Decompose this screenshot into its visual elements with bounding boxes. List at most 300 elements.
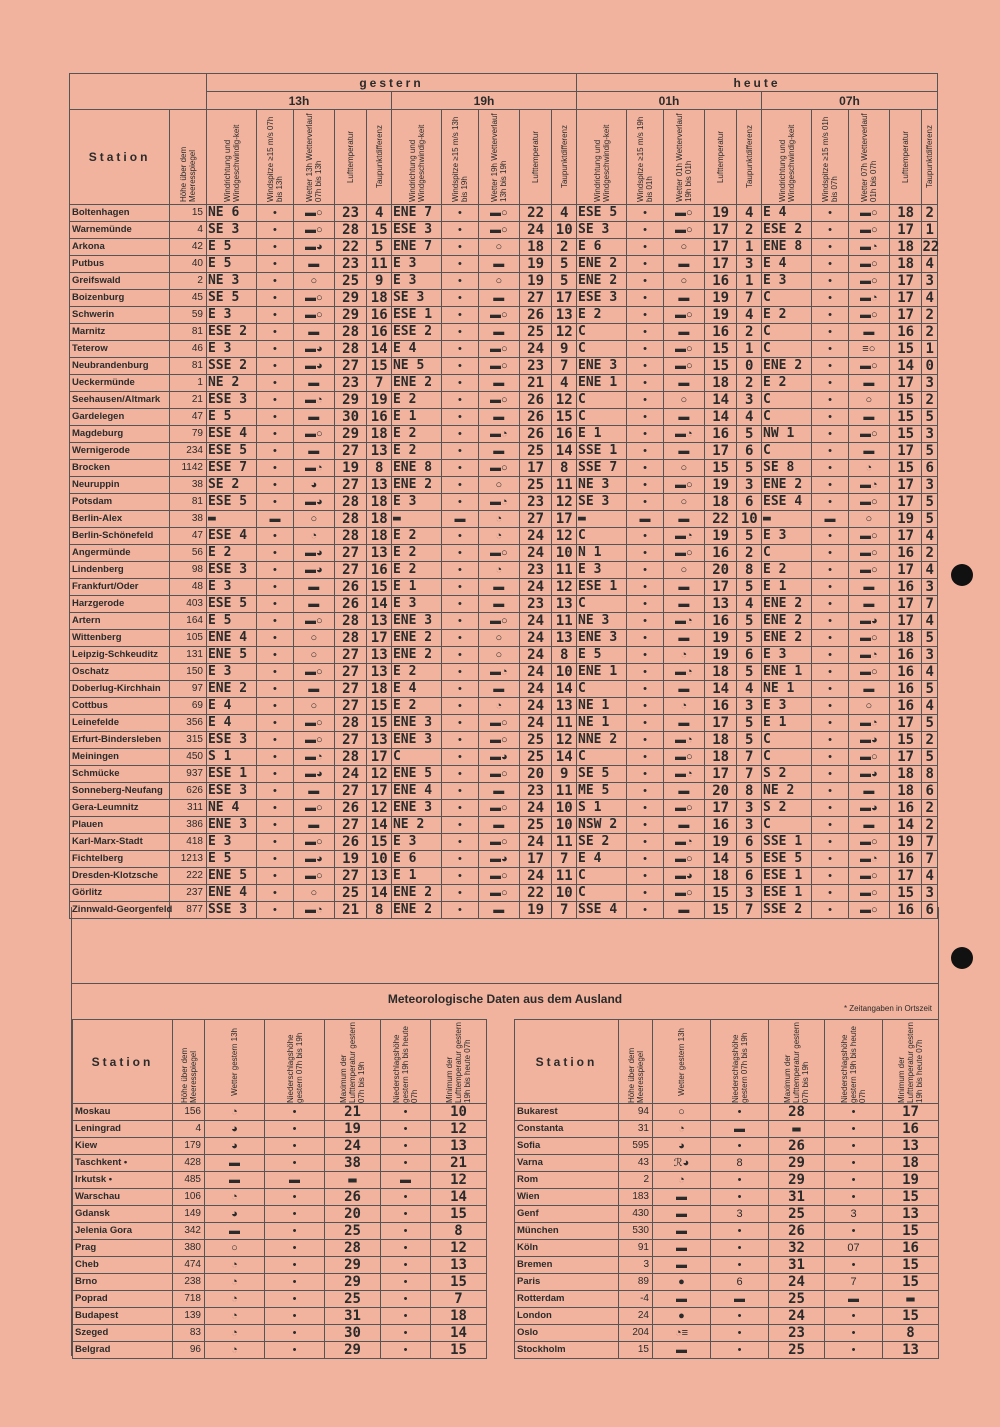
wind-07h: NE 2	[762, 783, 812, 800]
dewdiff-07h: 3	[922, 375, 938, 392]
temp-07h: 17	[889, 290, 922, 307]
dewdiff-19h: 12	[552, 494, 577, 511]
weather-07h: ▬◕	[848, 800, 889, 817]
height: 15	[619, 1342, 653, 1359]
weather-header-07: Wetter 07h Wetterverlauf 01h bis 07h	[859, 113, 878, 202]
wind-13h: ENE 5	[206, 647, 256, 664]
height: 81	[170, 324, 207, 341]
temp-07h: 17	[889, 375, 922, 392]
temp-header-13: Lufttemperatur	[346, 130, 356, 184]
weather-13h: ◔≡	[653, 1325, 711, 1342]
foreign-height-header-left: Höhe über dem Meeresspiegel	[179, 1047, 198, 1103]
dewdiff-13h: 13	[367, 477, 392, 494]
dewdiff-13h: 14	[367, 596, 392, 613]
dewdiff-19h: 13	[552, 698, 577, 715]
dewdiff-07h: 5	[922, 715, 938, 732]
temp-19h: 24	[519, 715, 552, 732]
wind-13h: SSE 2	[206, 358, 256, 375]
wind-13h: ESE 7	[206, 460, 256, 477]
temp-01h: 18	[704, 494, 737, 511]
wind-13h: SE 2	[206, 477, 256, 494]
weather-01h: ▬○	[663, 885, 704, 902]
gust-01h: •	[627, 715, 664, 732]
gust-01h: •	[627, 545, 664, 562]
dewdiff-19h: 13	[552, 307, 577, 324]
height: 234	[170, 443, 207, 460]
station-name: Artern	[70, 613, 170, 630]
temp-01h: 18	[704, 749, 737, 766]
gust-07h: •	[812, 460, 849, 477]
weather-01h: ▬◔	[663, 664, 704, 681]
gust-19h: •	[442, 664, 479, 681]
wind-19h: ENE 2	[391, 477, 441, 494]
temp-max: 26	[769, 1223, 825, 1240]
dewdiff-19h: 14	[552, 681, 577, 698]
station-name: Schmücke	[70, 766, 170, 783]
gust-19h: •	[442, 715, 479, 732]
station-name: Plauen	[70, 817, 170, 834]
station-name: Erfurt-Bindersleben	[70, 732, 170, 749]
dewdiff-01h: 4	[737, 596, 762, 613]
gust-13h: •	[257, 341, 294, 358]
temp-01h: 19	[704, 205, 737, 222]
weather-13h: ▬◔	[293, 902, 334, 919]
gust-13h: •	[257, 324, 294, 341]
dewdiff-07h: 4	[922, 868, 938, 885]
temp-01h: 16	[704, 426, 737, 443]
gust-07h: •	[812, 358, 849, 375]
temp-19h: 26	[519, 426, 552, 443]
wind-13h: ▬	[206, 511, 256, 528]
gust-01h: •	[627, 800, 664, 817]
dewdiff-07h: 3	[922, 647, 938, 664]
temp-07h: 17	[889, 749, 922, 766]
station-row	[70, 358, 938, 375]
foreign-precip2-header-right: Niederschlagshöhe gestern 19h bis heute 07h	[840, 1026, 867, 1103]
temp-min: 15	[883, 1274, 939, 1291]
station-name: Taschkent •	[73, 1155, 173, 1172]
temp-min: 19	[883, 1172, 939, 1189]
dewdiff-19h: 17	[552, 511, 577, 528]
gust-07h: •	[812, 817, 849, 834]
wind-07h: SSE 2	[762, 902, 812, 919]
wind-19h: ENE 2	[391, 630, 441, 647]
station-name: Rom	[515, 1172, 619, 1189]
gust-01h: •	[627, 868, 664, 885]
dewdiff-13h: 13	[367, 545, 392, 562]
precip-night: •	[825, 1257, 883, 1274]
temp-min: 15	[883, 1223, 939, 1240]
gust-01h: •	[627, 528, 664, 545]
dewdiff-07h: 5	[922, 749, 938, 766]
weather-13h: ▬◔	[293, 460, 334, 477]
foreign-station-row	[73, 1240, 487, 1257]
wind-01h: E 1	[577, 426, 627, 443]
wind-01h: ME 5	[577, 783, 627, 800]
wind-13h: ENE 2	[206, 681, 256, 698]
station-name: Seehausen/Altmark	[70, 392, 170, 409]
dewdiff-13h: 18	[367, 681, 392, 698]
weather-13h: ▬◕	[293, 851, 334, 868]
gust-01h: •	[627, 664, 664, 681]
foreign-station-row	[73, 1172, 487, 1189]
foreign-table-left	[72, 1019, 487, 1359]
gust-19h: •	[442, 630, 479, 647]
temp-07h: 16	[889, 800, 922, 817]
temp-19h: 24	[519, 545, 552, 562]
temp-19h: 24	[519, 341, 552, 358]
temp-13h: 28	[334, 494, 367, 511]
temp-01h: 16	[704, 324, 737, 341]
temp-01h: 19	[704, 477, 737, 494]
precip-night: •	[381, 1291, 431, 1308]
wind-13h: E 5	[206, 239, 256, 256]
dew-header-07: Taupunktdifferenz	[925, 125, 935, 189]
dewdiff-19h: 4	[552, 205, 577, 222]
temp-07h: 15	[889, 392, 922, 409]
temp-19h: 18	[519, 239, 552, 256]
gust-07h: •	[812, 868, 849, 885]
weather-01h: ◔	[663, 698, 704, 715]
wind-07h: C	[762, 732, 812, 749]
gust-01h: •	[627, 834, 664, 851]
height: 59	[170, 307, 207, 324]
wind-01h: SE 3	[577, 222, 627, 239]
weather-13h: ▬○	[293, 426, 334, 443]
temp-07h: 17	[889, 273, 922, 290]
station-name: Meiningen	[70, 749, 170, 766]
weather-19h: ▬◔	[478, 664, 519, 681]
foreign-title: Meteorologische Daten aus dem Ausland	[387, 992, 623, 1006]
temp-19h: 25	[519, 817, 552, 834]
wind-07h: C	[762, 749, 812, 766]
gust-13h: •	[257, 256, 294, 273]
weather-13h: ●	[653, 1308, 711, 1325]
gust-13h: •	[257, 766, 294, 783]
station-row	[70, 664, 938, 681]
foreign-station-row	[515, 1325, 939, 1342]
station-name: Schwerin	[70, 307, 170, 324]
dewdiff-13h: 15	[367, 358, 392, 375]
station-row	[70, 392, 938, 409]
temp-07h: 18	[889, 783, 922, 800]
gust-13h: •	[257, 664, 294, 681]
gust-07h: •	[812, 477, 849, 494]
foreign-precip1-header-left: Niederschlagshöhe gestern 07h bis 19h	[285, 1032, 304, 1103]
weather-01h: ▬	[663, 783, 704, 800]
precip-day: •	[711, 1172, 769, 1189]
temp-min: 15	[431, 1342, 487, 1359]
station-row	[70, 256, 938, 273]
weather-01h: ▬◔	[663, 613, 704, 630]
dewdiff-07h: 2	[922, 307, 938, 324]
foreign-station-row	[73, 1257, 487, 1274]
temp-01h: 18	[704, 868, 737, 885]
temp-07h: 16	[889, 851, 922, 868]
wind-01h: NNE 2	[577, 732, 627, 749]
temp-19h: 23	[519, 562, 552, 579]
temp-13h: 21	[334, 902, 367, 919]
weather-07h: ○	[848, 698, 889, 715]
wind-13h: E 3	[206, 341, 256, 358]
temp-max: 31	[325, 1308, 381, 1325]
temp-13h: 27	[334, 545, 367, 562]
foreign-station-row	[73, 1308, 487, 1325]
temp-01h: 18	[704, 732, 737, 749]
wind-19h: E 1	[391, 868, 441, 885]
station-row	[70, 511, 938, 528]
weather-07h: ▬◔	[848, 851, 889, 868]
gust-07h: •	[812, 426, 849, 443]
dewdiff-01h: 5	[737, 851, 762, 868]
station-name: Leinefelde	[70, 715, 170, 732]
blank-area	[71, 907, 939, 983]
wind-19h: ENE 2	[391, 885, 441, 902]
temp-19h: 23	[519, 358, 552, 375]
temp-07h: 17	[889, 715, 922, 732]
temp-max: 30	[325, 1325, 381, 1342]
height: 342	[173, 1223, 205, 1240]
temp-01h: 17	[704, 715, 737, 732]
dewdiff-07h: 5	[922, 681, 938, 698]
gust-19h: •	[442, 392, 479, 409]
height: 96	[173, 1342, 205, 1359]
gust-13h: •	[257, 273, 294, 290]
gust-01h: •	[627, 239, 664, 256]
temp-01h: 19	[704, 834, 737, 851]
dewdiff-01h: 5	[737, 664, 762, 681]
station-name: München	[515, 1223, 619, 1240]
weather-01h: ▬	[663, 375, 704, 392]
wind-01h: SSE 7	[577, 460, 627, 477]
foreign-station-row	[515, 1223, 939, 1240]
weather-01h: ▬	[663, 290, 704, 307]
gust-13h: •	[257, 834, 294, 851]
weather-19h: ◔	[478, 511, 519, 528]
precip-day: •	[265, 1291, 325, 1308]
temp-19h: 19	[519, 273, 552, 290]
temp-min: 10	[431, 1104, 487, 1121]
precip-night: •	[825, 1138, 883, 1155]
weather-13h: ▬◔	[293, 749, 334, 766]
dewdiff-07h: 4	[922, 664, 938, 681]
height: 222	[170, 868, 207, 885]
temp-19h: 25	[519, 749, 552, 766]
temp-19h: 21	[519, 375, 552, 392]
precip-day: •	[265, 1138, 325, 1155]
weather-13h: ◔	[653, 1121, 711, 1138]
weather-13h: ◔	[205, 1257, 265, 1274]
height: 937	[170, 766, 207, 783]
temp-19h: 24	[519, 868, 552, 885]
gust-07h: •	[812, 596, 849, 613]
wind-13h: NE 6	[206, 205, 256, 222]
temp-19h: 24	[519, 698, 552, 715]
dewdiff-07h: 2	[922, 732, 938, 749]
weather-01h: ▬○	[663, 205, 704, 222]
temp-max: 24	[325, 1138, 381, 1155]
weather-19h: ○	[478, 477, 519, 494]
weather-13h: ▬	[653, 1257, 711, 1274]
temp-13h: 24	[334, 766, 367, 783]
temp-07h: 17	[889, 613, 922, 630]
weather-19h: ▬	[478, 375, 519, 392]
gust-07h: •	[812, 222, 849, 239]
gust-header-01: Windspitze ≥15 m/s 19h bis 01h	[635, 116, 654, 202]
dewdiff-01h: 1	[737, 273, 762, 290]
precip-day: •	[265, 1342, 325, 1359]
station-row	[70, 222, 938, 239]
weather-13h: ▬◕	[293, 545, 334, 562]
gust-01h: •	[627, 562, 664, 579]
temp-07h: 16	[889, 902, 922, 919]
station-row	[70, 817, 938, 834]
precip-night: •	[381, 1342, 431, 1359]
wind-01h: C	[577, 392, 627, 409]
weather-13h: ▬	[653, 1189, 711, 1206]
height: 626	[170, 783, 207, 800]
dewdiff-13h: 18	[367, 528, 392, 545]
foreign-min-header-right: Minimum der Lufttemperatur gestern 19h bis heute 07h	[897, 1022, 924, 1103]
weather-01h: ▬	[663, 817, 704, 834]
gust-07h: •	[812, 715, 849, 732]
gust-07h: •	[812, 885, 849, 902]
weather-13h: ◔	[205, 1308, 265, 1325]
dewdiff-19h: 10	[552, 545, 577, 562]
wind-01h: C	[577, 341, 627, 358]
height: 183	[619, 1189, 653, 1206]
temp-19h: 17	[519, 460, 552, 477]
temp-header-19: Lufttemperatur	[531, 130, 541, 184]
weather-07h: ▬	[848, 443, 889, 460]
weather-01h: ▬	[663, 443, 704, 460]
weather-01h: ▬○	[663, 800, 704, 817]
dewdiff-19h: 13	[552, 630, 577, 647]
gust-01h: •	[627, 749, 664, 766]
precip-night: •	[381, 1138, 431, 1155]
temp-min: 12	[431, 1121, 487, 1138]
station-name: Fichtelberg	[70, 851, 170, 868]
dewdiff-13h: 18	[367, 290, 392, 307]
precip-night: •	[381, 1308, 431, 1325]
dewdiff-19h: 7	[552, 358, 577, 375]
gust-01h: •	[627, 460, 664, 477]
gust-19h: •	[442, 749, 479, 766]
weather-07h: ▬○	[848, 562, 889, 579]
gust-01h: •	[627, 205, 664, 222]
station-name: Zinnwald-Georgenfeld	[70, 902, 170, 919]
wind-19h: E 1	[391, 409, 441, 426]
weather-01h: ▬○	[663, 341, 704, 358]
wind-07h: C	[762, 290, 812, 307]
temp-19h: 22	[519, 885, 552, 902]
wind-01h: C	[577, 749, 627, 766]
weather-13h: ◔	[205, 1189, 265, 1206]
weather-19h: ▬	[478, 579, 519, 596]
gust-01h: •	[627, 409, 664, 426]
dewdiff-07h: 6	[922, 460, 938, 477]
station-row	[70, 528, 938, 545]
wind-19h: ENE 3	[391, 613, 441, 630]
weather-01h: ▬○	[663, 545, 704, 562]
wind-01h: E 2	[577, 307, 627, 324]
wind-07h: E 1	[762, 715, 812, 732]
temp-13h: 28	[334, 511, 367, 528]
weather-01h: ○	[663, 460, 704, 477]
dewdiff-19h: 10	[552, 800, 577, 817]
wind-01h: SE 5	[577, 766, 627, 783]
weather-19h: ▬	[478, 596, 519, 613]
wind-19h: C	[391, 749, 441, 766]
temp-13h: 26	[334, 834, 367, 851]
station-row	[70, 545, 938, 562]
temp-13h: 27	[334, 358, 367, 375]
temp-01h: 17	[704, 256, 737, 273]
dewdiff-13h: 18	[367, 426, 392, 443]
dew-header-13: Taupunktdifferenz	[374, 125, 384, 189]
gust-07h: •	[812, 375, 849, 392]
temp-13h: 28	[334, 613, 367, 630]
dewdiff-01h: 7	[737, 290, 762, 307]
dewdiff-07h: 4	[922, 290, 938, 307]
foreign-station-row	[515, 1138, 939, 1155]
weather-13h: ▬	[293, 817, 334, 834]
weather-13h: ▬	[653, 1223, 711, 1240]
dewdiff-01h: 2	[737, 324, 762, 341]
wind-01h: C	[577, 681, 627, 698]
station-name: Warnemünde	[70, 222, 170, 239]
weather-01h: ▬	[663, 324, 704, 341]
gust-01h: ▬	[627, 511, 664, 528]
wind-01h: E 4	[577, 851, 627, 868]
temp-min: 16	[883, 1121, 939, 1138]
station-name: Cottbus	[70, 698, 170, 715]
weather-07h: ▬○	[848, 307, 889, 324]
gust-01h: •	[627, 290, 664, 307]
gust-19h: •	[442, 834, 479, 851]
temp-01h: 16	[704, 817, 737, 834]
height: 474	[173, 1257, 205, 1274]
wind-19h: ESE 1	[391, 307, 441, 324]
weather-01h: ○	[663, 562, 704, 579]
weather-19h: ▬◔	[478, 426, 519, 443]
wind-19h: ENE 2	[391, 902, 441, 919]
precip-day: •	[265, 1257, 325, 1274]
dewdiff-07h: 7	[922, 596, 938, 613]
weather-13h: ▬	[293, 324, 334, 341]
station-name: Gdansk	[73, 1206, 173, 1223]
station-header: Station	[70, 110, 170, 205]
weather-19h: ▬	[478, 256, 519, 273]
gust-19h: •	[442, 817, 479, 834]
dewdiff-19h: 11	[552, 868, 577, 885]
precip-night: •	[381, 1206, 431, 1223]
weather-13h: ▬	[205, 1223, 265, 1240]
temp-07h: 15	[889, 732, 922, 749]
dewdiff-07h: 4	[922, 256, 938, 273]
wind-07h: E 3	[762, 273, 812, 290]
foreign-station-row	[515, 1308, 939, 1325]
station-name: Gardelegen	[70, 409, 170, 426]
wind-01h: ENE 2	[577, 256, 627, 273]
wind-19h: ENE 2	[391, 647, 441, 664]
weather-13h: ▬	[205, 1155, 265, 1172]
station-row	[70, 426, 938, 443]
gust-01h: •	[627, 732, 664, 749]
temp-max: 29	[325, 1342, 381, 1359]
gust-19h: •	[442, 647, 479, 664]
dewdiff-01h: 4	[737, 307, 762, 324]
